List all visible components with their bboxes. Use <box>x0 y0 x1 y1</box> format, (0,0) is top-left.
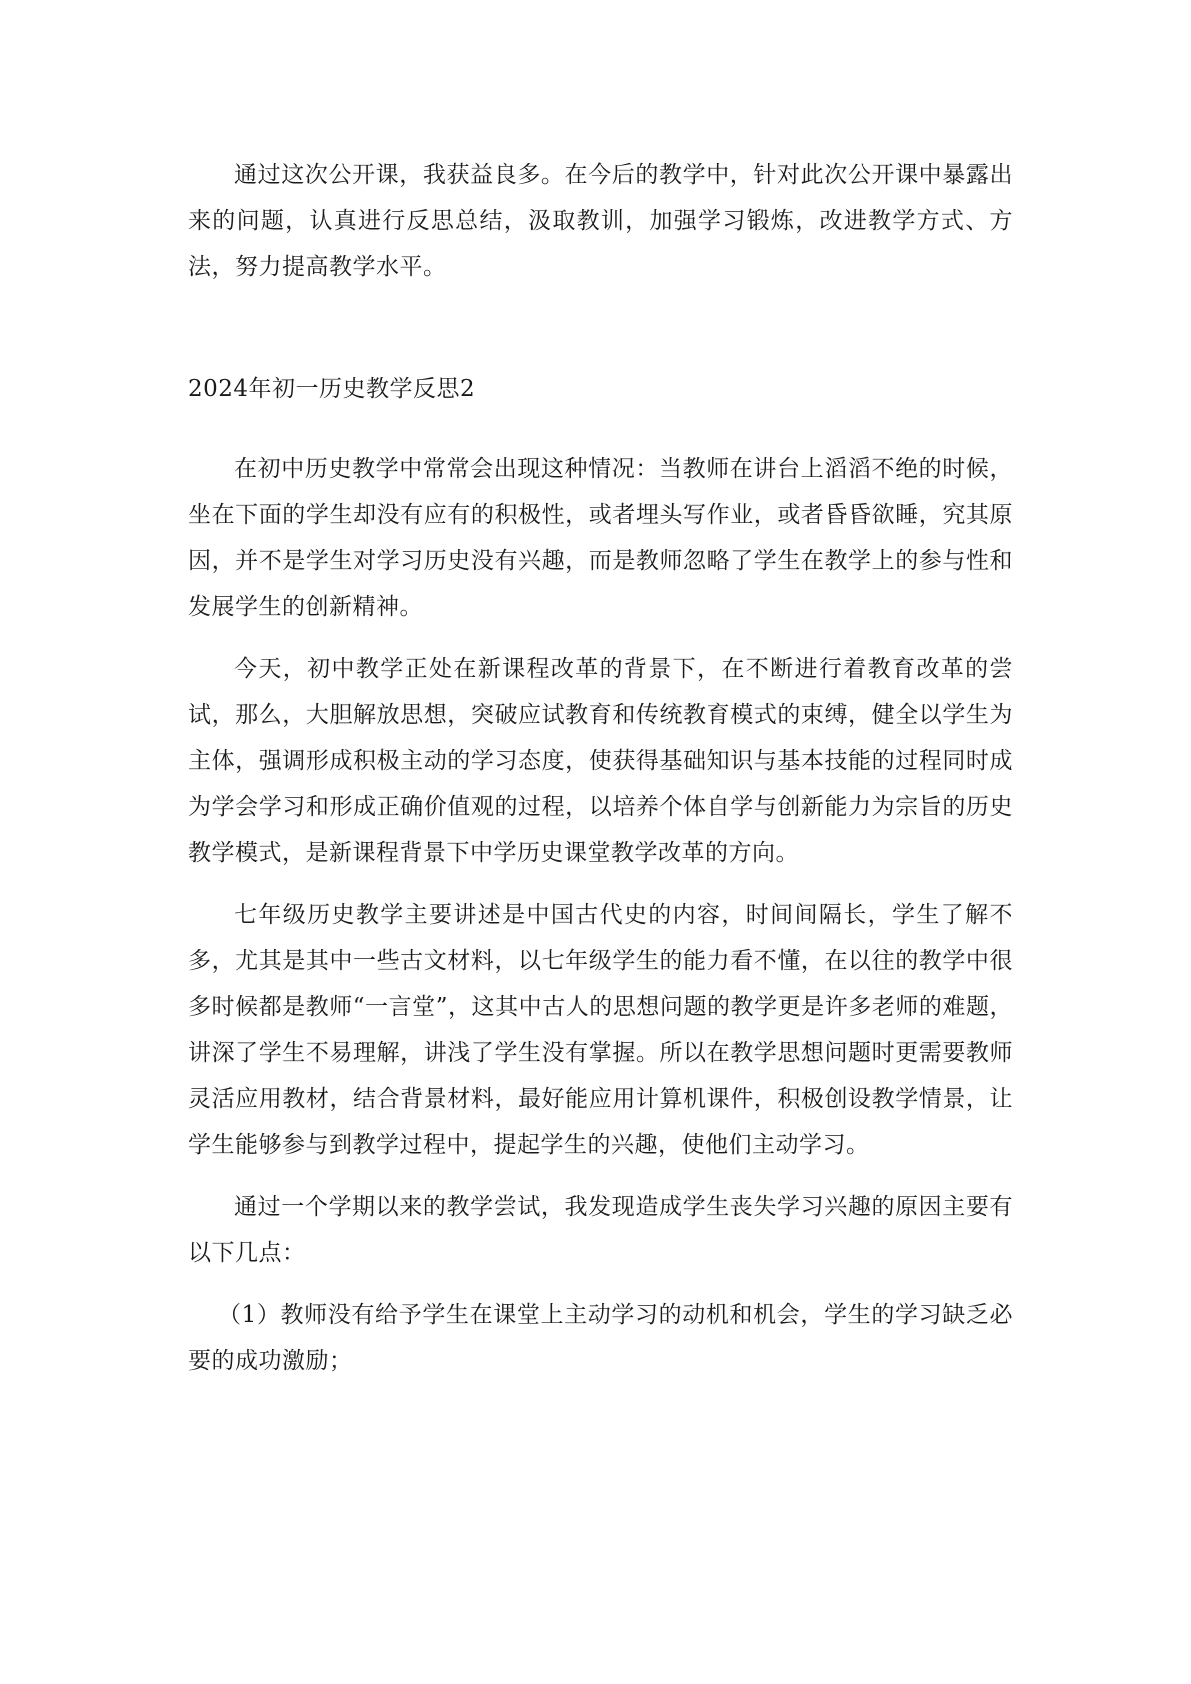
paragraph-intro: 在初中历史教学中常常会出现这种情况：当教师在讲台上滔滔不绝的时候，坐在下面的学生却没有应有的积极性，或者埋头写作业，或者昏昏欲睡，究其原因，并不是学生对学习历史没有兴趣，而是教师忽略了学生在教学上的参与性和发展学生的创新精神。 <box>188 456 1013 620</box>
paragraph-grade7: 七年级历史教学主要讲述是中国古代史的内容，时间间隔长，学生了解不多，尤其是其中一些古文材料，以七年级学生的能力看不懂，在以往的教学中很多时候都是教师“一言堂”，这其中古人的思想问题的教学更是许多老师的难题，讲深了学生不易理解，讲浅了学生没有掌握。所以在教学思想问题时更需要教师灵活应用教材，结合背景材料，最好能应用计算机课件，积极创设教学情景，让学生能够参与到教学过程中，提起学生的兴趣，使他们主动学习。 <box>188 902 1013 1158</box>
paragraph-reform: 今天，初中教学正处在新课程改革的背景下，在不断进行着教育改革的尝试，那么，大胆解放思想，突破应试教育和传统教育模式的束缚，健全以学生为主体，强调形成积极主动的学习态度，使获得基础知识与基本技能的过程同时成为学会学习和形成正确价值观的过程，以培养个体自学与创新能力为宗旨的历史教学模式，是新课程背景下中学历史课堂教学改革的方向。 <box>188 656 1013 866</box>
document-body <box>188 152 1013 1384</box>
list-item-reason-1: （1）教师没有给予学生在课堂上主动学习的动机和机会，学生的学习缺乏必要的成功激励； <box>188 1302 1013 1374</box>
section-title: 2024年初一历史教学反思2 <box>188 376 476 402</box>
paragraph-reasons: 通过一个学期以来的教学尝试，我发现造成学生丧失学习兴趣的原因主要有以下几点： <box>188 1194 1013 1266</box>
paragraph-conclusion: 通过这次公开课，我获益良多。在今后的教学中，针对此次公开课中暴露出来的问题，认真进行反思总结，汲取教训，加强学习锻炼，改进教学方式、方法，努力提高教学水平。 <box>188 162 1013 280</box>
